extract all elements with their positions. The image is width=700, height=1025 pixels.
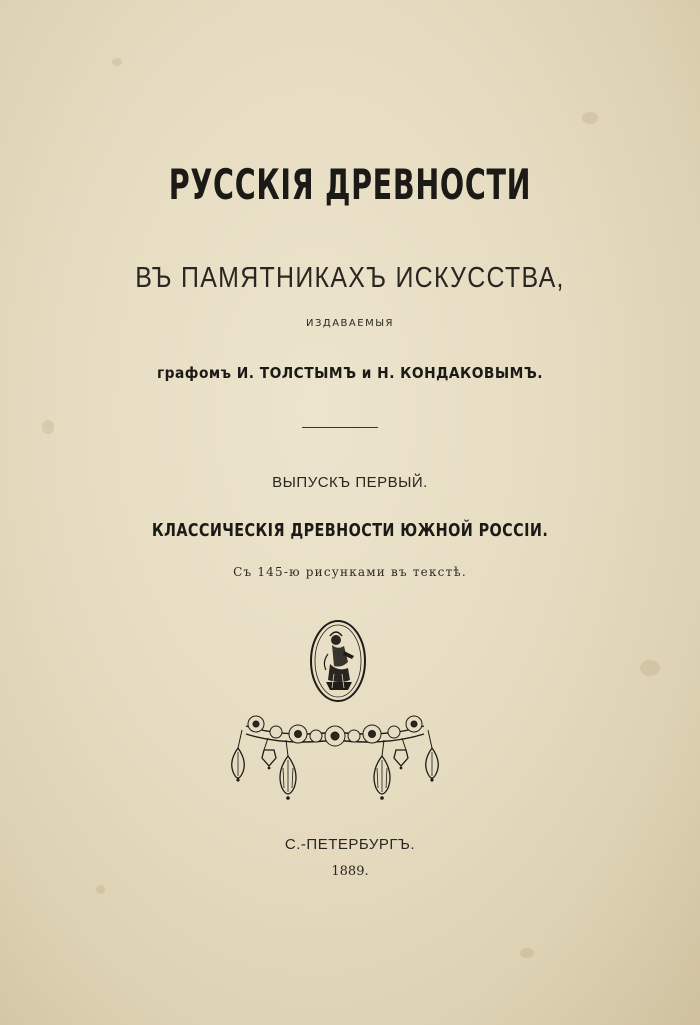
authors-line: графомъ И. ТОЛСТЫМЪ и Н. КОНДАКОВЫМЪ. [157,364,543,382]
book-subtitle: ВЪ ПАМЯТНИКАХЪ ИСКУССТВА, [135,262,565,294]
paper-stain [112,58,122,66]
publication-year: 1889. [331,864,369,879]
paper-stain [42,420,54,434]
figures-note: Съ 145-ю рисунками въ текстѣ. [233,565,467,579]
paper-stain [520,948,534,958]
section-title: КЛАССИЧЕСКІЯ ДРЕВНОСТИ ЮЖНОЙ РОССІИ. [151,520,549,541]
publication-place: С.-ПЕТЕРБУРГЪ. [284,836,416,853]
paper-stain [582,112,598,124]
paper-stain [96,885,105,894]
cameo-engraving-icon [308,618,368,704]
issue-label: ВЫПУСКЪ ПЕРВЫЙ. [272,474,428,491]
floral-garland-ornament-icon [224,710,446,804]
edited-by-label: ИЗДАВАЕМЫЯ [306,318,394,329]
paper-stain [640,660,660,676]
divider-rule [302,427,378,428]
book-title: РУССКІЯ ДРЕВНОСТИ [168,160,532,209]
